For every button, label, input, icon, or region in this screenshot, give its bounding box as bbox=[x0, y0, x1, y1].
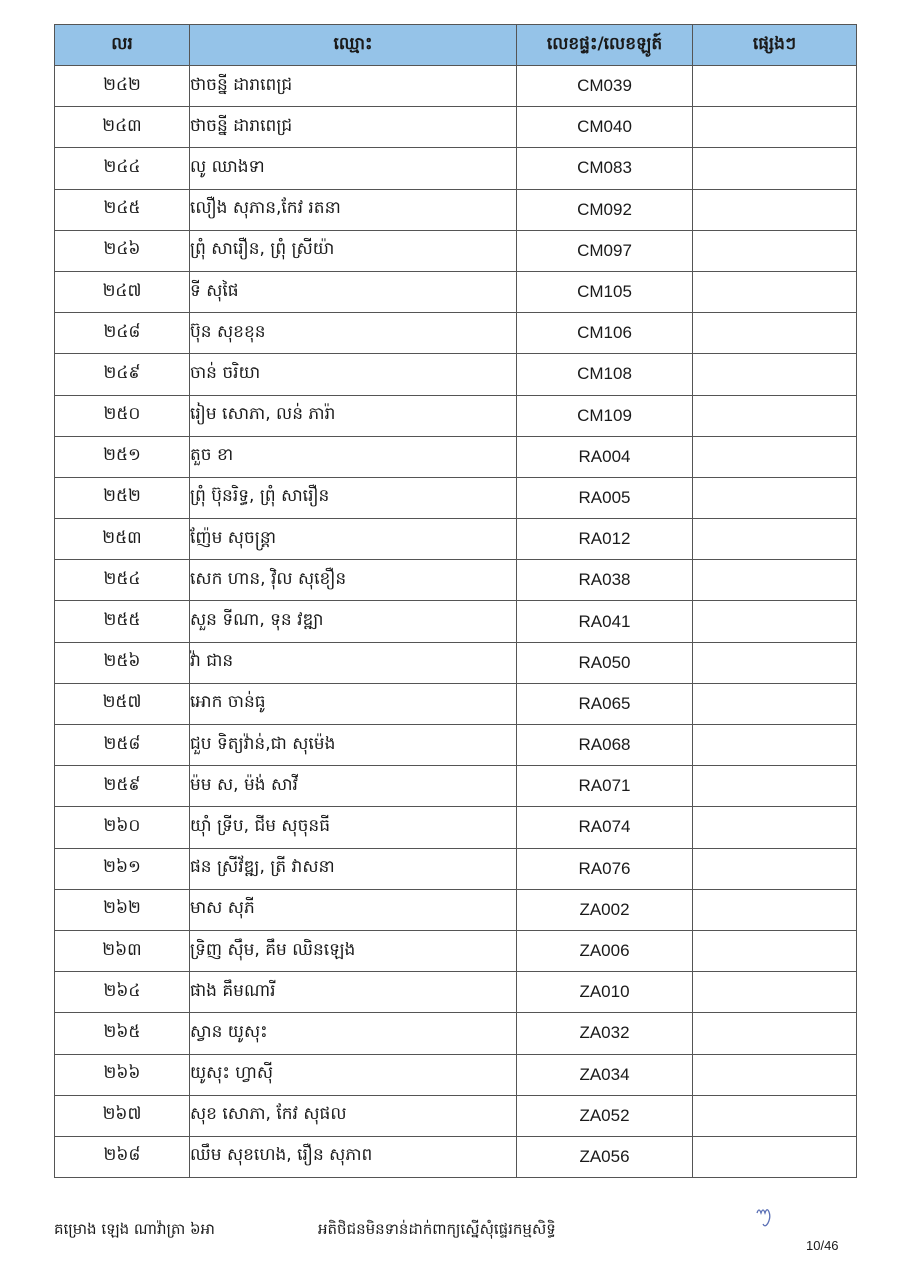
row-code: ZA032 bbox=[517, 1013, 693, 1054]
row-number: ២៥៧ bbox=[55, 683, 190, 724]
row-number: ២៤៥ bbox=[55, 189, 190, 230]
row-code: RA071 bbox=[517, 766, 693, 807]
row-name: ថាចន្នី ដារាពេជ្រ bbox=[190, 107, 517, 148]
row-number: ២៥២ bbox=[55, 477, 190, 518]
row-other bbox=[693, 519, 857, 560]
row-code: RA065 bbox=[517, 683, 693, 724]
row-number: ២៥០ bbox=[55, 395, 190, 436]
row-name: ផាង គឹមណារី bbox=[190, 972, 517, 1013]
row-code: ZA002 bbox=[517, 889, 693, 930]
row-name: រៀម សោភា, លន់ ភារ៉ា bbox=[190, 395, 517, 436]
handwritten-initial bbox=[754, 1203, 776, 1229]
header-number: លរ bbox=[55, 25, 190, 66]
row-number: ២៦០ bbox=[55, 807, 190, 848]
row-other bbox=[693, 1013, 857, 1054]
header-row bbox=[55, 25, 857, 66]
table-body bbox=[55, 66, 857, 1178]
table-row bbox=[55, 66, 857, 107]
row-number: ២៦៨ bbox=[55, 1136, 190, 1177]
row-number: ២៥៩ bbox=[55, 766, 190, 807]
table-row bbox=[55, 601, 857, 642]
table-row bbox=[55, 230, 857, 271]
row-number: ២៤៨ bbox=[55, 313, 190, 354]
row-other bbox=[693, 230, 857, 271]
table-row bbox=[55, 271, 857, 312]
row-other bbox=[693, 313, 857, 354]
table-row bbox=[55, 1095, 857, 1136]
footer-project: គម្រោង ឡេង ណាវ៉ាត្រា ៦អា bbox=[54, 1220, 215, 1238]
table-row bbox=[55, 1054, 857, 1095]
row-name: សួន ទីណា, ទុន វឌ្ឍា bbox=[190, 601, 517, 642]
row-code: RA005 bbox=[517, 477, 693, 518]
row-code: ZA010 bbox=[517, 972, 693, 1013]
row-other bbox=[693, 683, 857, 724]
row-other bbox=[693, 1095, 857, 1136]
row-other bbox=[693, 930, 857, 971]
row-name: តួច ខា bbox=[190, 436, 517, 477]
row-other bbox=[693, 436, 857, 477]
table-row bbox=[55, 354, 857, 395]
table-row bbox=[55, 560, 857, 601]
row-number: ២៥៥ bbox=[55, 601, 190, 642]
row-other bbox=[693, 148, 857, 189]
table-row bbox=[55, 683, 857, 724]
table-row bbox=[55, 725, 857, 766]
row-name: ថាចន្នី ដារាពេជ្រ bbox=[190, 66, 517, 107]
table-row bbox=[55, 148, 857, 189]
row-other bbox=[693, 477, 857, 518]
row-number: ២៦៤ bbox=[55, 972, 190, 1013]
table-row bbox=[55, 477, 857, 518]
row-number: ២៤៣ bbox=[55, 107, 190, 148]
row-code: ZA052 bbox=[517, 1095, 693, 1136]
row-number: ២៤២ bbox=[55, 66, 190, 107]
row-number: ២៥១ bbox=[55, 436, 190, 477]
row-code: CM105 bbox=[517, 271, 693, 312]
row-other bbox=[693, 395, 857, 436]
row-number: ២៥៦ bbox=[55, 642, 190, 683]
table-row bbox=[55, 766, 857, 807]
row-name: ជួប ទិត្យវ៉ាន់,ជា សុម៉េង bbox=[190, 725, 517, 766]
page-number: 10/46 bbox=[806, 1238, 839, 1253]
row-other bbox=[693, 66, 857, 107]
table-row bbox=[55, 313, 857, 354]
table-row bbox=[55, 107, 857, 148]
row-code: RA050 bbox=[517, 642, 693, 683]
row-code: CM108 bbox=[517, 354, 693, 395]
row-name: សេក ហាន, វ៉ិល សុខឿន bbox=[190, 560, 517, 601]
row-number: ២៥៤ bbox=[55, 560, 190, 601]
row-code: CM040 bbox=[517, 107, 693, 148]
header-name: ឈ្មោះ bbox=[190, 25, 517, 66]
footer-subject: អតិថិជនមិនទាន់ដាក់ពាក្យស្នើសុំផ្ទេរកម្មសិទ្ធិ bbox=[318, 1220, 556, 1238]
table-row bbox=[55, 972, 857, 1013]
row-number: ២៥៨ bbox=[55, 725, 190, 766]
row-name: លឿង សុភាន,កែវ រតនា bbox=[190, 189, 517, 230]
row-name: ទ្រិញ ស៊ឹម, គឹម ឈិនឡេង bbox=[190, 930, 517, 971]
row-name: វ៉ា ជាន bbox=[190, 642, 517, 683]
row-number: ២៤៩ bbox=[55, 354, 190, 395]
row-number: ២៤៦ bbox=[55, 230, 190, 271]
row-other bbox=[693, 889, 857, 930]
row-name: ទី សុផៃ bbox=[190, 271, 517, 312]
header-other: ផ្សេងៗ bbox=[693, 25, 857, 66]
row-code: ZA056 bbox=[517, 1136, 693, 1177]
row-name: សុខ សោភា, កែវ សុផល bbox=[190, 1095, 517, 1136]
row-other bbox=[693, 972, 857, 1013]
row-other bbox=[693, 189, 857, 230]
row-code: CM083 bbox=[517, 148, 693, 189]
row-code: RA074 bbox=[517, 807, 693, 848]
row-name: ព្រុំ សារឿន, ព្រុំ ស្រីយ៉ា bbox=[190, 230, 517, 271]
row-other bbox=[693, 601, 857, 642]
table-header bbox=[55, 25, 857, 66]
row-name: ចាន់ ចរិយា bbox=[190, 354, 517, 395]
row-name: ស្វាន យូសុះ bbox=[190, 1013, 517, 1054]
row-number: ២៥៣ bbox=[55, 519, 190, 560]
row-code: RA076 bbox=[517, 848, 693, 889]
row-name: អោក ចាន់ធូ bbox=[190, 683, 517, 724]
row-number: ២៦៥ bbox=[55, 1013, 190, 1054]
row-number: ២៦៣ bbox=[55, 930, 190, 971]
row-name: ប៊ុន សុខខុន bbox=[190, 313, 517, 354]
table-row bbox=[55, 189, 857, 230]
row-code: CM039 bbox=[517, 66, 693, 107]
row-code: RA038 bbox=[517, 560, 693, 601]
table-row bbox=[55, 807, 857, 848]
table-row bbox=[55, 1136, 857, 1177]
row-number: ២៤៧ bbox=[55, 271, 190, 312]
row-other bbox=[693, 271, 857, 312]
row-other bbox=[693, 107, 857, 148]
row-code: ZA034 bbox=[517, 1054, 693, 1095]
row-other bbox=[693, 725, 857, 766]
table-row bbox=[55, 848, 857, 889]
row-number: ២៦២ bbox=[55, 889, 190, 930]
row-code: RA004 bbox=[517, 436, 693, 477]
row-number: ២៦៦ bbox=[55, 1054, 190, 1095]
row-other bbox=[693, 560, 857, 601]
row-code: CM109 bbox=[517, 395, 693, 436]
table-row bbox=[55, 395, 857, 436]
row-code: RA068 bbox=[517, 725, 693, 766]
row-name: ផន ស្រីវ័ឌ្ឍ, ត្រី វាសនា bbox=[190, 848, 517, 889]
row-code: RA041 bbox=[517, 601, 693, 642]
table-row bbox=[55, 1013, 857, 1054]
table-row bbox=[55, 642, 857, 683]
row-other bbox=[693, 354, 857, 395]
table-row bbox=[55, 436, 857, 477]
row-name: ម៉ម ស, ម៉ង់ សាវី bbox=[190, 766, 517, 807]
row-other bbox=[693, 642, 857, 683]
row-name: យ៉ាំ ទ្រីប, ជីម សុចុនធី bbox=[190, 807, 517, 848]
table-row bbox=[55, 889, 857, 930]
row-code: ZA006 bbox=[517, 930, 693, 971]
row-code: CM097 bbox=[517, 230, 693, 271]
row-name: យូសុះ ហ្វាស៊ី bbox=[190, 1054, 517, 1095]
row-other bbox=[693, 1054, 857, 1095]
row-name: ព្រុំ ប៊ុនរិទ្ធ, ព្រុំ សារឿន bbox=[190, 477, 517, 518]
header-house-lot-number: លេខផ្ទះ/លេខឡូត៍ bbox=[517, 25, 693, 66]
row-number: ២៦៧ bbox=[55, 1095, 190, 1136]
row-name: មាស សុភី bbox=[190, 889, 517, 930]
row-code: CM092 bbox=[517, 189, 693, 230]
row-other bbox=[693, 1136, 857, 1177]
row-number: ២៤៤ bbox=[55, 148, 190, 189]
row-other bbox=[693, 848, 857, 889]
row-code: RA012 bbox=[517, 519, 693, 560]
row-name: ញ៉ែម សុចន្ត្រា bbox=[190, 519, 517, 560]
row-other bbox=[693, 766, 857, 807]
table-row bbox=[55, 930, 857, 971]
row-name: ឈឹម សុខហេង, រឿន សុភាព bbox=[190, 1136, 517, 1177]
row-code: CM106 bbox=[517, 313, 693, 354]
customer-table-container bbox=[54, 24, 856, 1178]
row-name: លូ ឈាងទា bbox=[190, 148, 517, 189]
row-number: ២៦១ bbox=[55, 848, 190, 889]
table-row bbox=[55, 519, 857, 560]
customer-table bbox=[54, 24, 857, 1178]
row-other bbox=[693, 807, 857, 848]
